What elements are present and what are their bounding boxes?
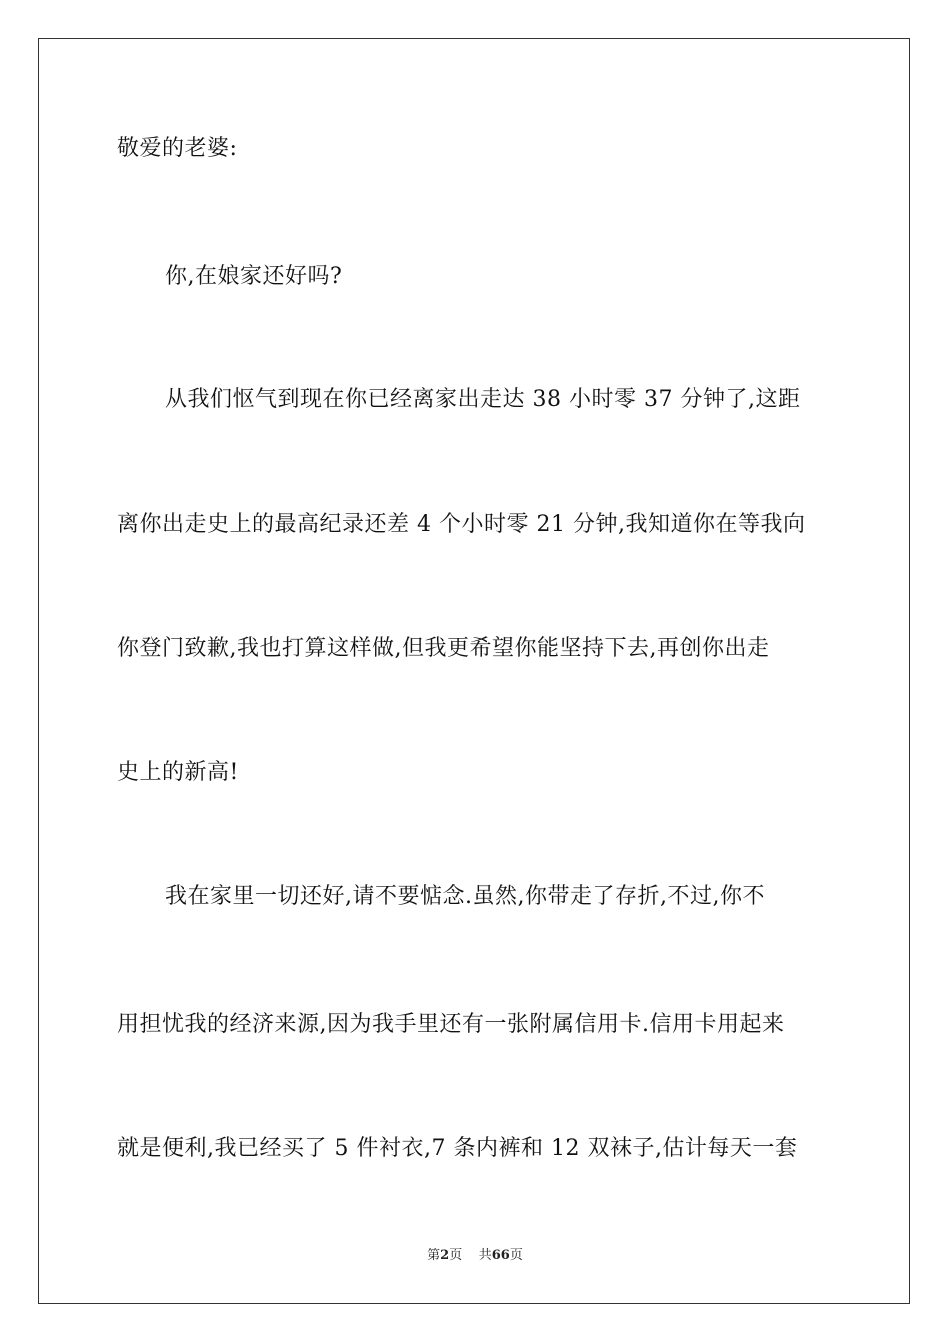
page-suffix: 页 <box>449 1248 463 1263</box>
total-pages: 66 <box>491 1248 510 1263</box>
total-prefix: 共 <box>478 1248 492 1263</box>
paragraph-line: 我在家里一切还好,请不要惦念.虽然,你带走了存折,不过,你不 <box>165 884 765 909</box>
page-border <box>38 38 910 1304</box>
paragraph-line: 你登门致歉,我也打算这样做,但我更希望你能坚持下去,再创你出走 <box>117 636 770 661</box>
paragraph-line: 史上的新高! <box>117 760 239 785</box>
page-number: 2 <box>440 1248 450 1263</box>
paragraph-line: 用担忧我的经济来源,因为我手里还有一张附属信用卡.信用卡用起来 <box>117 1012 785 1037</box>
paragraph-line: 从我们怄气到现在你已经离家出走达 38 小时零 37 分钟了,这距 <box>165 387 801 412</box>
paragraph-line: 离你出走史上的最高纪录还差 4 个小时零 21 分钟,我知道你在等我向 <box>117 512 806 537</box>
page-footer <box>0 1247 950 1265</box>
paragraph-line: 就是便利,我已经买了 5 件衬衣,7 条内裤和 12 双袜子,估计每天一套 <box>117 1136 798 1161</box>
page-prefix: 第 <box>427 1248 441 1263</box>
total-suffix: 页 <box>509 1248 523 1263</box>
paragraph-line: 你,在娘家还好吗? <box>165 264 343 289</box>
salutation: 敬爱的老婆: <box>117 136 238 161</box>
